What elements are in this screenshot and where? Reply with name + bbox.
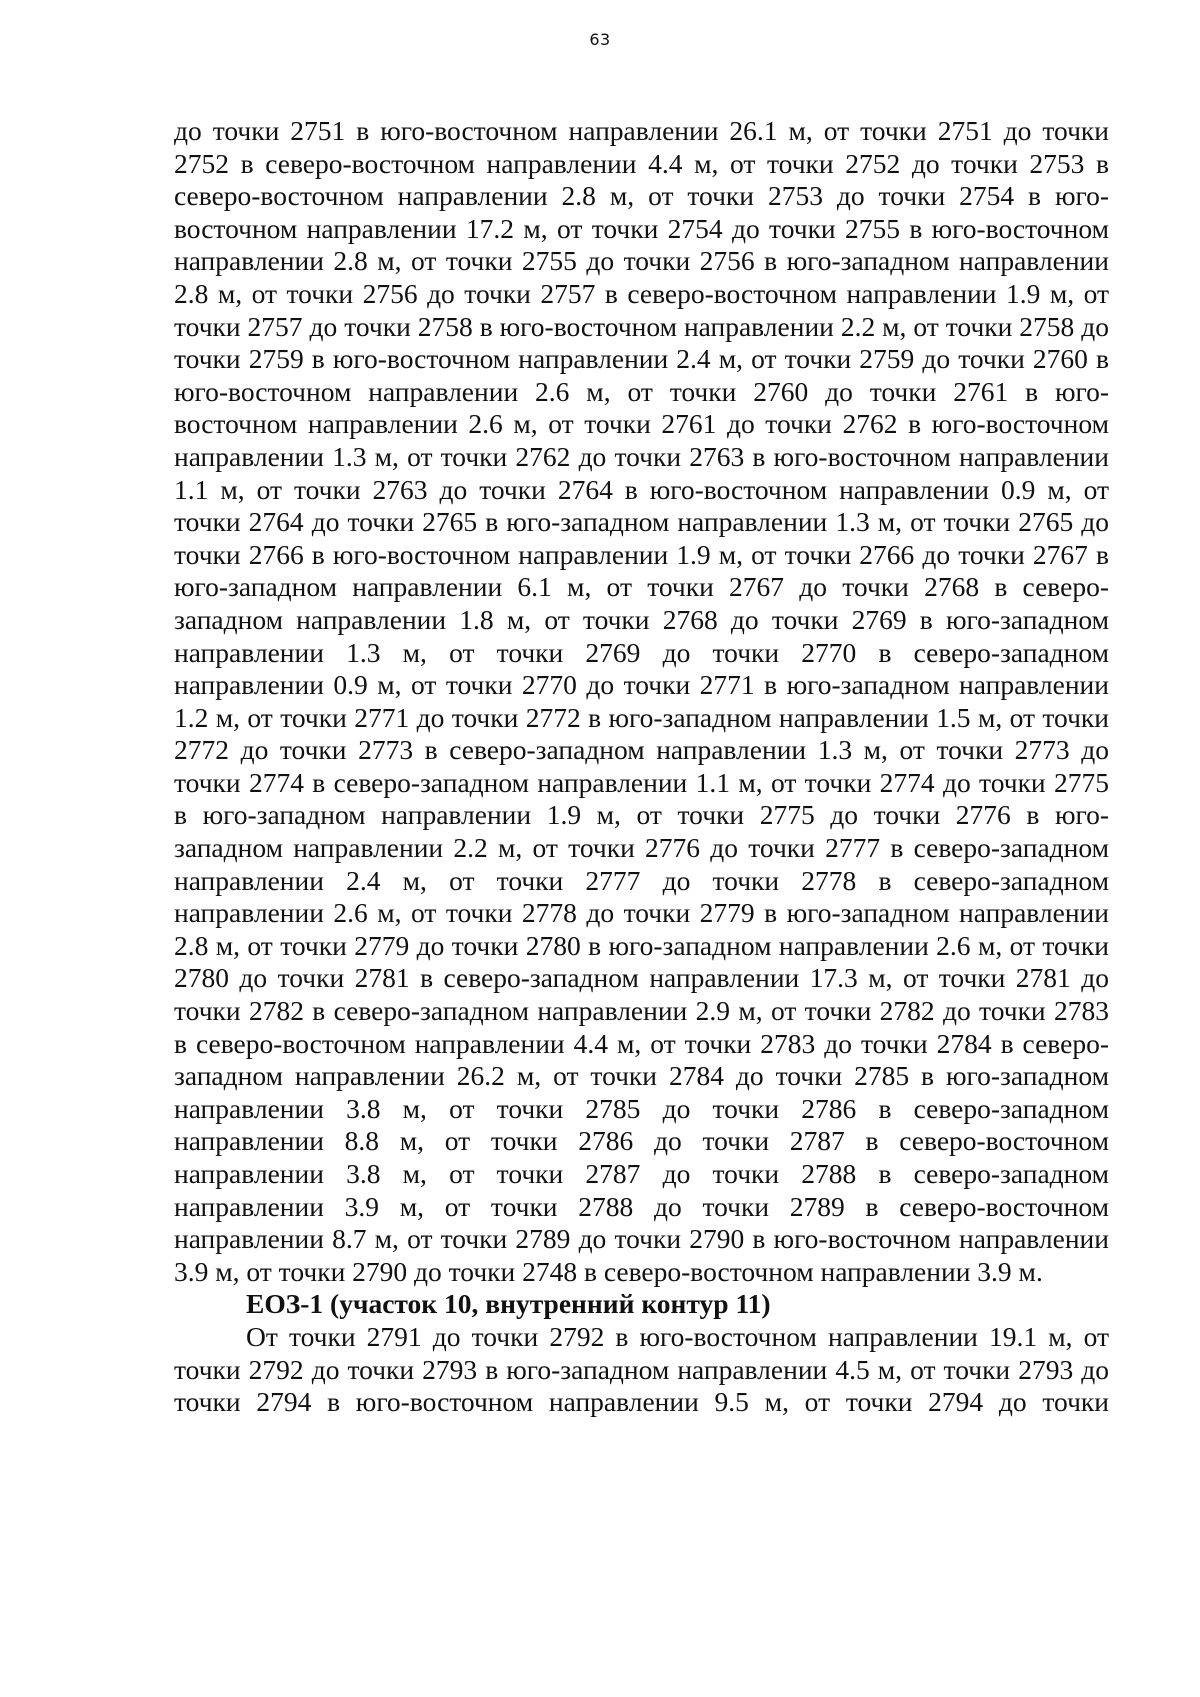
section-heading: ЕОЗ-1 (участок 10, внутренний контур 11) — [246, 1288, 771, 1320]
page-number: 63 — [589, 30, 611, 49]
paragraph-boundary-description: до точки 2751 в юго-восточном направлении 26.1 м, от точки 2751 до точки 2752 в северо-восточном направлении 4.4 м, от точки 2752 до точки 2753 в северо-восточном направлении 2.8 м, от точки 2753 до точки 2754 в юго-восточном направлении 17.2 м, от точки 2754 до точки 2755 в юго-восточном направлении 2.8 м, от точки 2755 до точки 2756 в юго-западном направлении 2.8 м, от точки 2756 до точки 2757 в северо-восточном направлении 1.9 м, от точки 2757 до точки 2758 в юго-восточном направлении 2.2 м, от точки 2758 до точки 2759 в юго-восточном направлении 2.4 м, от точки 2759 до точки 2760 в юго-восточном направлении 2.6 м, от точки 2760 до точки 2761 в юго-восточном направлении 2.6 м, от точки 2761 до точки 2762 в юго-восточном направлении 1.3 м, от точки 2762 до точки 2763 в юго-восточном направлении 1.1 м, от точки 2763 до точки 2764 в юго-восточном направлении 0.9 м, от точки 2764 до точки 2765 в юго-западном направлении 1.3 м, от точки 2765 до точки 2766 в юго-восточном направлении 1.9 м, от точки 2766 до точки 2767 в юго-западном направлении 6.1 м, от точки 2767 до точки 2768 в северо-западном направлении 1.8 м, от точки 2768 до точки 2769 в юго-западном направлении 1.3 м, от точки 2769 до точки 2770 в северо-западном направлении 0.9 м, от точки 2770 до точки 2771 в юго-западном направлении 1.2 м, от точки 2771 до точки 2772 в юго-западном направлении 1.5 м, от точки 2772 до точки 2773 в северо-западном направлении 1.3 м, от точки 2773 до точки 2774 в северо-западном направлении 1.1 м, от точки 2774 до точки 2775 в юго-западном направлении 1.9 м, от точки 2775 до точки 2776 в юго-западном направлении 2.2 м, от точки 2776 до точки 2777 в северо-западном направлении 2.4 м, от точки 2777 до точки 2778 в северо-западном направлении 2.6 м, от точки 2778 до точки 2779 в юго-западном направлении 2.8 м, от точки 2779 до точки 2780 в юго-западном направлении 2.6 м, от точки 2780 до точки 2781 в северо-западном направлении 17.3 м, от точки 2781 до точки 2782 в северо-западном направлении 2.9 м, от точки 2782 до точки 2783 в северо-восточном направлении 4.4 м, от точки 2783 до точки 2784 в северо-западном направлении 26.2 м, от точки 2784 до точки 2785 в юго-западном направлении 3.8 м, от точки 2785 до точки 2786 в северо-западном направлении 8.8 м, от точки 2786 до точки 2787 в северо-восточном направлении 3.8 м, от точки 2787 до точки 2788 в северо-западном направлении 3.9 м, от точки 2788 до точки 2789 в северо-восточном направлении 8.7 м, от точки 2789 до точки 2790 в юго-восточном направлении 3.9 м, от точки 2790 до точки 2748 в северо-восточном направлении 3.9 м. — [174, 115, 1109, 1287]
paragraph-next-contour: От точки 2791 до точки 2792 в юго-восточном направлении 19.1 м, от точки 2792 до точки 2793 в юго-западном направлении 4.5 м, от точки 2793 до точки 2794 в юго-восточном направлении 9.5 м, от точки 2794 до точки — [174, 1320, 1109, 1418]
document-body — [174, 115, 1109, 1419]
